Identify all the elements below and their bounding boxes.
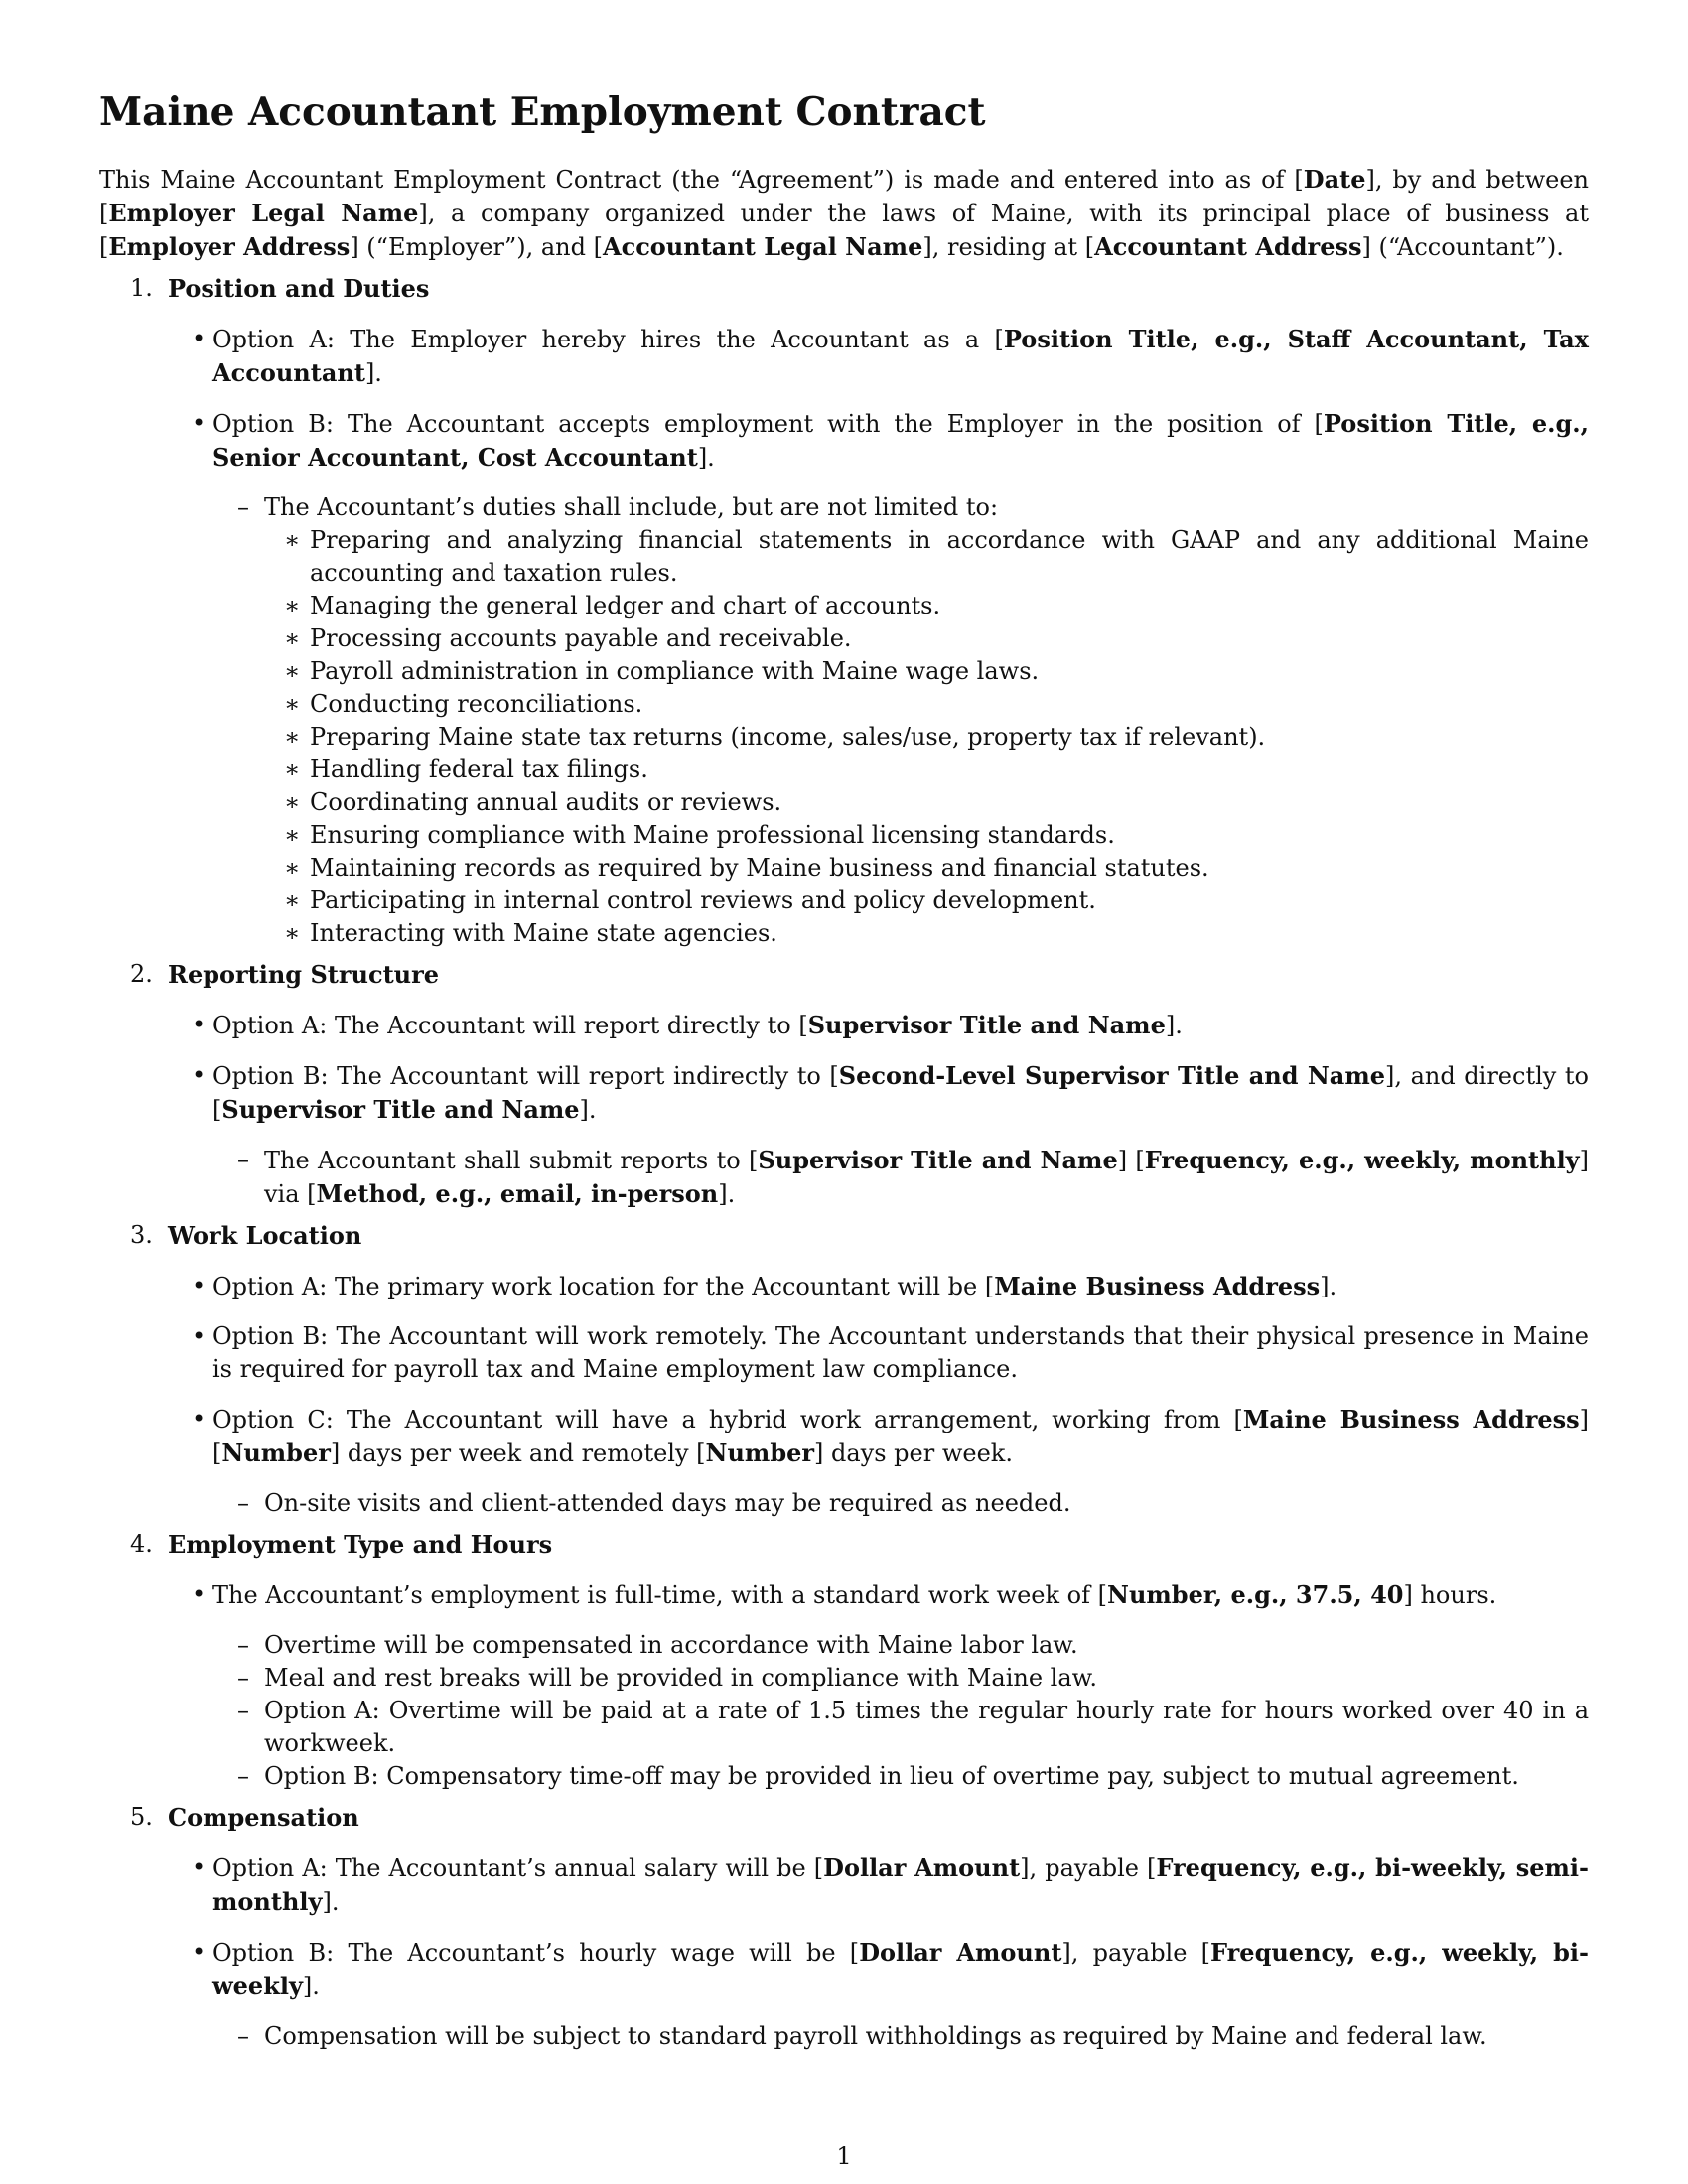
hours-detail: – Overtime will be compensated in accordance with Maine labor law. — [212, 1629, 1589, 1662]
star-marker: ∗ — [284, 690, 301, 718]
section-reporting-structure — [99, 958, 1589, 1211]
dash-marker: – — [237, 1697, 249, 1724]
star-marker: ∗ — [284, 526, 301, 554]
bullet-marker: • — [192, 1322, 207, 1350]
section-number: 5. — [130, 1803, 153, 1831]
duty-item: ∗ Coordinating annual audits or reviews. — [264, 786, 1589, 819]
hours-detail: – Meal and rest breaks will be provided in compliance with Maine law. — [212, 1662, 1589, 1695]
section-compensation — [99, 1801, 1589, 2053]
document-page — [99, 87, 1589, 2053]
section-title: Reporting Structure — [168, 960, 440, 989]
option-b: • Option B: The Accountant will work remotely. The Accountant understands that their physical presence in Maine is required for payroll tax and Maine employment law compliance. — [192, 1322, 1589, 1383]
placeholder-frequency: Frequency, e.g., weekly, bi-weekly — [212, 1938, 1589, 2000]
option-c: • Option C: The Accountant will have a hybrid work arrangement, working from [Maine Business Address] [Number] days per week and remotely [Number] days per week. – On-site visits and client-attended days may be required as needed. — [153, 1403, 1589, 1520]
section-title: Compensation — [168, 1803, 359, 1832]
section-number: 1. — [130, 274, 153, 302]
document-title: Maine Accountant Employment Contract — [99, 89, 986, 135]
section-number: 3. — [130, 1221, 153, 1249]
option-a: • Option A: The Accountant’s annual salary will be [Dollar Amount], payable [Frequency, e.g., bi-weekly, semi-monthly]. — [192, 1853, 1590, 1916]
placeholder-employer-address: Employer Address — [108, 232, 351, 261]
option-a: • Option A: The Accountant will report directly to [Supervisor Title and Name]. — [192, 1011, 1183, 1039]
intro-paragraph — [99, 163, 1589, 264]
placeholder-method: Method, e.g., email, in-person — [316, 1179, 719, 1208]
duty-item: ∗ Preparing and analyzing financial statements in accordance with GAAP and any additional Maine accounting and taxation rules. — [284, 526, 1589, 587]
option-b: • Option B: The Accountant accepts employment with the Employer in the position of [Position Title, e.g., Senior Accountant, Cost Accountant]. – The Accountant’s duties shall include, but are not limited to: ∗ Preparing and analyzing financial statements in accordance with GAAP and any additional Maine accounting and taxation rules. ∗ Managing the general ledger and chart of accounts. ∗ Processing accounts payable and receivable. ∗ Payroll administration in compliance with Maine wage laws. ∗ Conducting reconciliations. ∗ Preparing Maine state tax returns (income, sales/use, property tax if relevant). ∗ Handling federal tax filings. ∗ Coordinating annual audits or reviews. ∗ Ensuring compliance with Maine professional licensing standards. ∗ Maintaining records as required by Maine business and financial statutes. ∗ Participating in internal control reviews and policy development. ∗ Interacting with Maine state agencies. — [153, 407, 1589, 950]
duty-item: ∗ Ensuring compliance with Maine professional licensing standards. — [264, 819, 1589, 852]
location-detail: – On-site visits and client-attended days may be required as needed. — [212, 1487, 1589, 1520]
placeholder-accountant-name: Accountant Legal Name — [602, 232, 923, 261]
section-title: Position and Duties — [168, 274, 430, 303]
placeholder-supervisor: Supervisor Title and Name — [221, 1095, 580, 1124]
duty-item: ∗ Preparing Maine state tax returns (income, sales/use, property tax if relevant). — [264, 721, 1589, 753]
placeholder-position-title: Position Title, e.g., Staff Accountant, Tax Accountant — [212, 325, 1589, 387]
section-title: Employment Type and Hours — [168, 1530, 553, 1559]
placeholder-number: Number — [705, 1438, 815, 1467]
employment-type: • The Accountant’s employment is full-time, with a standard work week of [Number, e.g., 37.5, 40] hours. – Overtime will be compensated in accordance with Maine labor law. – Meal and rest breaks will be provided in compliance with Maine law. – Option A: Overtime will be paid at a rate of 1.5 times the regular hourly rate for hours worked over 40 in a workweek. – Option B: Compensatory time-off may be provided in lieu of overtime pay, subject to mutual agreement. — [153, 1578, 1589, 1793]
placeholder-dollar-amount: Dollar Amount — [823, 1853, 1021, 1882]
sections-list — [99, 272, 1589, 2053]
placeholder-dollar-amount: Dollar Amount — [859, 1938, 1062, 1967]
hours-detail: – Option A: Overtime will be paid at a rate of 1.5 times the regular hourly rate for hours worked over 40 in a workweek. — [237, 1697, 1589, 1757]
intro-text: ] (“Accountant”). — [1361, 233, 1564, 261]
duty-item: ∗ Payroll administration in compliance with Maine wage laws. — [264, 655, 1589, 688]
intro-text: This Maine Accountant Employment Contract (the “Agreement”) is made and entered into as of [ — [99, 166, 1304, 194]
star-marker: ∗ — [284, 592, 301, 619]
placeholder-position-title: Position Title, e.g., Senior Accountant, Cost Accountant — [212, 409, 1589, 472]
bullet-marker: • — [192, 1011, 207, 1038]
dash-marker: – — [237, 1489, 249, 1517]
placeholder-supervisor: Supervisor Title and Name — [758, 1146, 1118, 1174]
star-marker: ∗ — [284, 657, 301, 685]
reporting-detail: – The Accountant shall submit reports to [Supervisor Title and Name] [Frequency, e.g., weekly, monthly] via [Method, e.g., email, in-person]. — [237, 1146, 1590, 1208]
placeholder-second-level-supervisor: Second-Level Supervisor Title and Name — [838, 1061, 1385, 1090]
dash-marker: – — [237, 493, 249, 521]
placeholder-business-address: Maine Business Address — [994, 1272, 1321, 1300]
placeholder-date: Date — [1303, 165, 1366, 194]
dash-marker: – — [237, 1146, 249, 1173]
dash-marker: – — [237, 1631, 249, 1659]
placeholder-frequency: Frequency, e.g., bi-weekly, semi-monthly — [212, 1853, 1590, 1916]
duty-item: ∗ Managing the general ledger and chart of accounts. — [264, 590, 1589, 622]
option-a: • Option A: The Employer hereby hires the Accountant as a [Position Title, e.g., Staff Accountant, Tax Accountant]. — [192, 325, 1589, 387]
duty-item: ∗ Processing accounts payable and receivable. — [264, 622, 1589, 655]
intro-text: ] (“Employer”), and [ — [350, 233, 603, 261]
bullet-marker: • — [192, 1853, 207, 1881]
duty-item: ∗ Conducting reconciliations. — [264, 688, 1589, 721]
star-marker: ∗ — [284, 788, 301, 816]
placeholder-employer-name: Employer Legal Name — [108, 199, 419, 227]
section-title: Work Location — [168, 1221, 362, 1250]
dash-marker: – — [237, 1762, 249, 1790]
dash-marker: – — [237, 1664, 249, 1692]
star-marker: ∗ — [284, 821, 301, 849]
duty-item: ∗ Handling federal tax filings. — [264, 753, 1589, 786]
hours-detail: – Option B: Compensatory time-off may be provided in lieu of overtime pay, subject to mutual agreement. — [212, 1760, 1589, 1793]
option-b: • Option B: The Accountant’s hourly wage will be [Dollar Amount], payable [Frequency, e.g., weekly, bi-weekly]. – Compensation will be subject to standard payroll withholdings as required by Maine and federal law. — [153, 1936, 1589, 2053]
dash-marker: – — [237, 2022, 249, 2050]
intro-text: ], by and between [ — [99, 166, 1589, 227]
placeholder-frequency: Frequency, e.g., weekly, monthly — [1144, 1146, 1580, 1174]
duties-list — [264, 524, 1589, 950]
duty-item: ∗ Participating in internal control reviews and policy development. — [264, 885, 1589, 917]
section-number: 4. — [130, 1530, 153, 1558]
duty-item: ∗ Interacting with Maine state agencies. — [264, 917, 1589, 950]
bullet-marker: • — [192, 409, 207, 437]
section-position-duties — [99, 272, 1589, 950]
section-employment-type-hours — [99, 1528, 1589, 1793]
bullet-marker: • — [192, 1061, 207, 1089]
intro-text: ], residing at [ — [922, 233, 1095, 261]
option-b: • Option B: The Accountant will report indirectly to [Second-Level Supervisor Title and Name], and directly to [Supervisor Title and Name]. – The Accountant shall submit reports to [Supervisor Title and Name] [Frequency, e.g., weekly, monthly] via [Method, e.g., email, in-person]. — [153, 1059, 1589, 1211]
placeholder-accountant-address: Accountant Address — [1094, 232, 1362, 261]
placeholder-number: Number — [221, 1438, 331, 1467]
duties-intro: – The Accountant’s duties shall include, but are not limited to: ∗ Preparing and analyzing financial statements in accordance with GAAP and any additional Maine accounting and taxation rules. ∗ Managing the general ledger and chart of accounts. ∗ Processing accounts payable and receivable. ∗ Payroll administration in compliance with Maine wage laws. ∗ Conducting reconciliations. ∗ Preparing Maine state tax returns (income, sales/use, property tax if relevant). ∗ Handling federal tax filings. ∗ Coordinating annual audits or reviews. ∗ Ensuring compliance with Maine professional licensing standards. ∗ Maintaining records as required by Maine business and financial statutes. ∗ Participating in internal control reviews and policy development. ∗ Interacting with Maine state agencies. — [212, 491, 1589, 950]
option-a: • Option A: The primary work location for the Accountant will be [Maine Business Address]. — [192, 1272, 1337, 1300]
star-marker: ∗ — [284, 755, 301, 783]
bullet-marker: • — [192, 1580, 207, 1608]
placeholder-supervisor: Supervisor Title and Name — [807, 1011, 1166, 1039]
star-marker: ∗ — [284, 723, 301, 751]
section-work-location — [99, 1219, 1589, 1520]
star-marker: ∗ — [284, 887, 301, 914]
bullet-marker: • — [192, 1405, 207, 1433]
page-number: 1 — [836, 2142, 852, 2170]
bullet-marker: • — [192, 325, 207, 352]
star-marker: ∗ — [284, 854, 301, 882]
duty-item: ∗ Maintaining records as required by Maine business and financial statutes. — [264, 852, 1589, 885]
star-marker: ∗ — [284, 919, 301, 947]
compensation-detail: – Compensation will be subject to standard payroll withholdings as required by Maine and federal law. — [212, 2020, 1589, 2053]
intro-text: ], a company organized under the laws of Maine, with its principal place of business at [ — [99, 200, 1590, 261]
bullet-marker: • — [192, 1938, 207, 1966]
star-marker: ∗ — [284, 624, 301, 652]
placeholder-business-address: Maine Business Address — [1242, 1405, 1580, 1433]
placeholder-hours: Number, e.g., 37.5, 40 — [1107, 1580, 1404, 1609]
bullet-marker: • — [192, 1272, 207, 1299]
section-number: 2. — [130, 960, 153, 988]
